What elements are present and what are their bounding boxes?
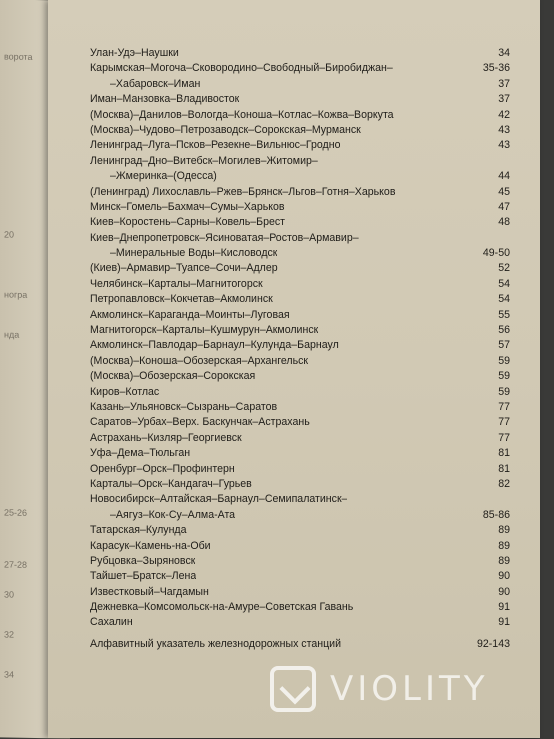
book-page xyxy=(48,0,540,738)
toc-entry xyxy=(90,154,520,169)
toc-entry-title: (Москва)–Чудово–Петрозаводск–Сорокская–Мурманск xyxy=(90,123,361,136)
toc-entry-title: (Ленинград) Лихославль–Ржев–Брянск–Льгов–Готня–Харьков xyxy=(90,185,396,198)
toc-entry-title: Дежневка–Комсомольск-на-Амуре–Советская Гавань xyxy=(90,601,354,614)
toc-entry-title: Минск–Гомель–Бахмач–Сумы–Харьков xyxy=(90,200,285,213)
toc-entry xyxy=(90,169,520,184)
toc-entry xyxy=(90,123,520,138)
toc-entry xyxy=(90,77,520,92)
toc-entry xyxy=(90,569,520,584)
toc-entry xyxy=(90,338,520,353)
toc-entry-title: Киев–Днепропетровск–Ясиноватая–Ростов–Армавир– xyxy=(90,231,359,244)
toc-entry-page: 59 xyxy=(498,385,510,398)
toc-entry-title: Акмолинск–Павлодар–Барнаул–Кулунда–Барнаул xyxy=(90,339,339,352)
underlying-text: 34 xyxy=(4,669,15,680)
toc-entry-title: Астрахань–Кизляр–Георгиевск xyxy=(90,431,242,444)
toc-entry xyxy=(90,61,520,76)
toc-entry xyxy=(90,246,520,261)
toc-entry-title: Улан-Удэ–Наушки xyxy=(90,47,179,59)
toc-entry-page: 77 xyxy=(498,431,510,444)
toc-entry-page: 49-50 xyxy=(482,247,510,260)
toc-entry-title: (Москва)–Данилов–Вологда–Коноша–Котлас–Кожва–Воркута xyxy=(90,108,394,121)
toc-entry xyxy=(90,554,520,569)
toc-entry-title: –Хабаровск–Иман xyxy=(110,77,201,90)
toc-entry xyxy=(90,446,520,461)
toc-entry-page: 55 xyxy=(498,308,510,321)
toc-entry-page: 89 xyxy=(498,524,510,537)
toc-entry xyxy=(90,277,520,292)
toc-entry-page: 90 xyxy=(498,570,510,583)
toc-entry xyxy=(90,585,520,600)
toc-entry-title: Карымская–Могоча–Сковородино–Свободный–Биробиджан– xyxy=(90,62,393,75)
toc-entry xyxy=(90,92,520,107)
toc-entry xyxy=(90,615,520,630)
toc-entry-title: Киев–Коростень–Сарны–Ковель–Брест xyxy=(90,216,286,229)
toc-entry-title: Петропавловск–Кокчетав–Акмолинск xyxy=(90,293,273,306)
toc-entry-title: Саратов–Урбах–Верх. Баскунчак–Астрахань xyxy=(90,416,310,429)
toc-entry-page: 56 xyxy=(498,324,510,337)
toc-entry-page: 57 xyxy=(498,339,510,352)
toc-entry-title: –Минеральные Воды–Кисловодск xyxy=(110,247,278,260)
toc-entry-page: 85-86 xyxy=(482,508,510,521)
toc-entry-title: Алфавитный указатель железнодорожных станций xyxy=(90,637,341,650)
underlying-text: 27-28 xyxy=(4,559,28,570)
toc-entry-page: 54 xyxy=(498,277,510,290)
toc-entry-page: 92-143 xyxy=(477,637,510,650)
toc-entry xyxy=(90,138,520,153)
toc-entry-title: Известковый–Чагдамын xyxy=(90,585,209,598)
toc-entry-title: (Киев)–Армавир–Туапсе–Сочи–Адлер xyxy=(90,262,278,275)
toc-entry-title: –Аягуз–Кок-Су–Алма-Ата xyxy=(110,508,236,521)
toc-entry-title: Сахалин xyxy=(90,616,133,629)
toc-entry-page: 91 xyxy=(498,616,510,629)
watermark-text: VIOLITY xyxy=(330,669,489,709)
toc-entry-page: 89 xyxy=(498,554,510,567)
toc-entry-page: 89 xyxy=(498,539,510,552)
underlying-text: 25-26 xyxy=(4,507,28,518)
toc-entry xyxy=(90,200,520,215)
toc-entry-title: Оренбург–Орск–Профинтерн xyxy=(90,462,235,475)
toc-entry-page: 43 xyxy=(498,123,510,136)
toc-entry xyxy=(90,215,520,230)
toc-entry-page: 59 xyxy=(498,354,510,367)
toc-entry xyxy=(90,369,520,384)
toc-entry xyxy=(90,415,520,430)
toc-entry-page: 37 xyxy=(498,77,510,90)
toc-entry xyxy=(90,539,520,554)
toc-entry xyxy=(90,108,520,123)
toc-entry-page: 43 xyxy=(498,139,510,152)
toc-entry-page: 48 xyxy=(498,216,510,229)
toc-entry-page: 37 xyxy=(498,93,510,106)
toc-entry-title: Тайшет–Братск–Лена xyxy=(90,570,197,583)
toc-entry xyxy=(90,231,520,246)
toc-entry xyxy=(90,431,520,446)
toc-entry-title: Уфа–Дема–Тюльган xyxy=(90,447,191,460)
toc-entry xyxy=(90,354,520,369)
toc-entry-title: Казань–Ульяновск–Сызрань–Саратов xyxy=(90,400,278,413)
toc-entry-title: Ленинград–Дно–Витебск–Могилев–Житомир– xyxy=(90,154,318,167)
toc-entry-page: 91 xyxy=(498,601,510,614)
table-of-contents xyxy=(90,46,520,652)
toc-entry-page: 45 xyxy=(498,185,510,198)
underlying-text: ворота xyxy=(4,51,33,62)
toc-entry-page: 52 xyxy=(498,262,510,275)
toc-entry xyxy=(90,600,520,615)
toc-entry-title: Ленинград–Луга–Псков–Резекне–Вильнюс–Гродно xyxy=(90,139,341,152)
toc-entry xyxy=(90,637,520,652)
toc-entry-title: Киров–Котлас xyxy=(90,385,160,398)
toc-entry-title: Татарская–Кулунда xyxy=(90,524,187,537)
toc-entry-page: 44 xyxy=(498,170,510,183)
toc-entry-title: (Москва)–Обозерская–Сорокская xyxy=(90,370,256,383)
toc-entry-page: 90 xyxy=(498,585,510,598)
watermark xyxy=(270,662,540,716)
underlying-text: 32 xyxy=(4,629,15,640)
underlying-text: 30 xyxy=(4,589,15,600)
toc-entry xyxy=(90,185,520,200)
toc-entry xyxy=(90,523,520,538)
toc-entry xyxy=(90,477,520,492)
underlying-text: 20 xyxy=(4,229,15,240)
toc-entry-title: (Москва)–Коноша–Обозерская–Архангельск xyxy=(90,354,309,367)
toc-entry-title: –Жмеринка–(Одесса) xyxy=(110,170,217,183)
toc-entry-page: 42 xyxy=(498,108,510,121)
toc-entry-page: 35-36 xyxy=(482,62,510,75)
toc-entry xyxy=(90,508,520,523)
toc-entry-page: 34 xyxy=(498,47,510,59)
toc-entry xyxy=(90,261,520,276)
toc-entry-page: 81 xyxy=(498,462,510,475)
toc-entry xyxy=(90,308,520,323)
violity-logo-icon xyxy=(270,666,316,712)
toc-entry xyxy=(90,323,520,338)
toc-entry-title: Рубцовка–Зыряновск xyxy=(90,554,196,567)
toc-entry-page: 81 xyxy=(498,447,510,460)
toc-entry-title: Новосибирск–Алтайская–Барнаул–Семипалатинск– xyxy=(90,493,348,506)
toc-entry-page: 77 xyxy=(498,400,510,413)
toc-entry xyxy=(90,292,520,307)
toc-entry-title: Магнитогорск–Карталы–Кушмурун–Акмолинск xyxy=(90,324,319,337)
toc-entry-page: 47 xyxy=(498,200,510,213)
toc-entry-title: Акмолинск–Караганда–Моинты–Луговая xyxy=(90,308,290,321)
toc-entry-title: Иман–Манзовка–Владивосток xyxy=(90,93,240,106)
toc-entry-page: 59 xyxy=(498,370,510,383)
underlying-text: ногра xyxy=(4,289,28,300)
toc-entry-page: 54 xyxy=(498,293,510,306)
toc-entry xyxy=(90,492,520,507)
toc-entry xyxy=(90,46,520,61)
toc-entry xyxy=(90,400,520,415)
toc-entry-page: 82 xyxy=(498,477,510,490)
toc-entry xyxy=(90,385,520,400)
toc-entry-page: 77 xyxy=(498,416,510,429)
toc-entry-title: Карасук–Камень-на-Оби xyxy=(90,539,211,552)
underlying-text: нда xyxy=(4,329,20,340)
toc-entry-title: Карталы–Орск–Кандагач–Гурьев xyxy=(90,477,252,490)
toc-entry-title: Челябинск–Карталы–Магнитогорск xyxy=(90,277,263,290)
toc-entry xyxy=(90,462,520,477)
